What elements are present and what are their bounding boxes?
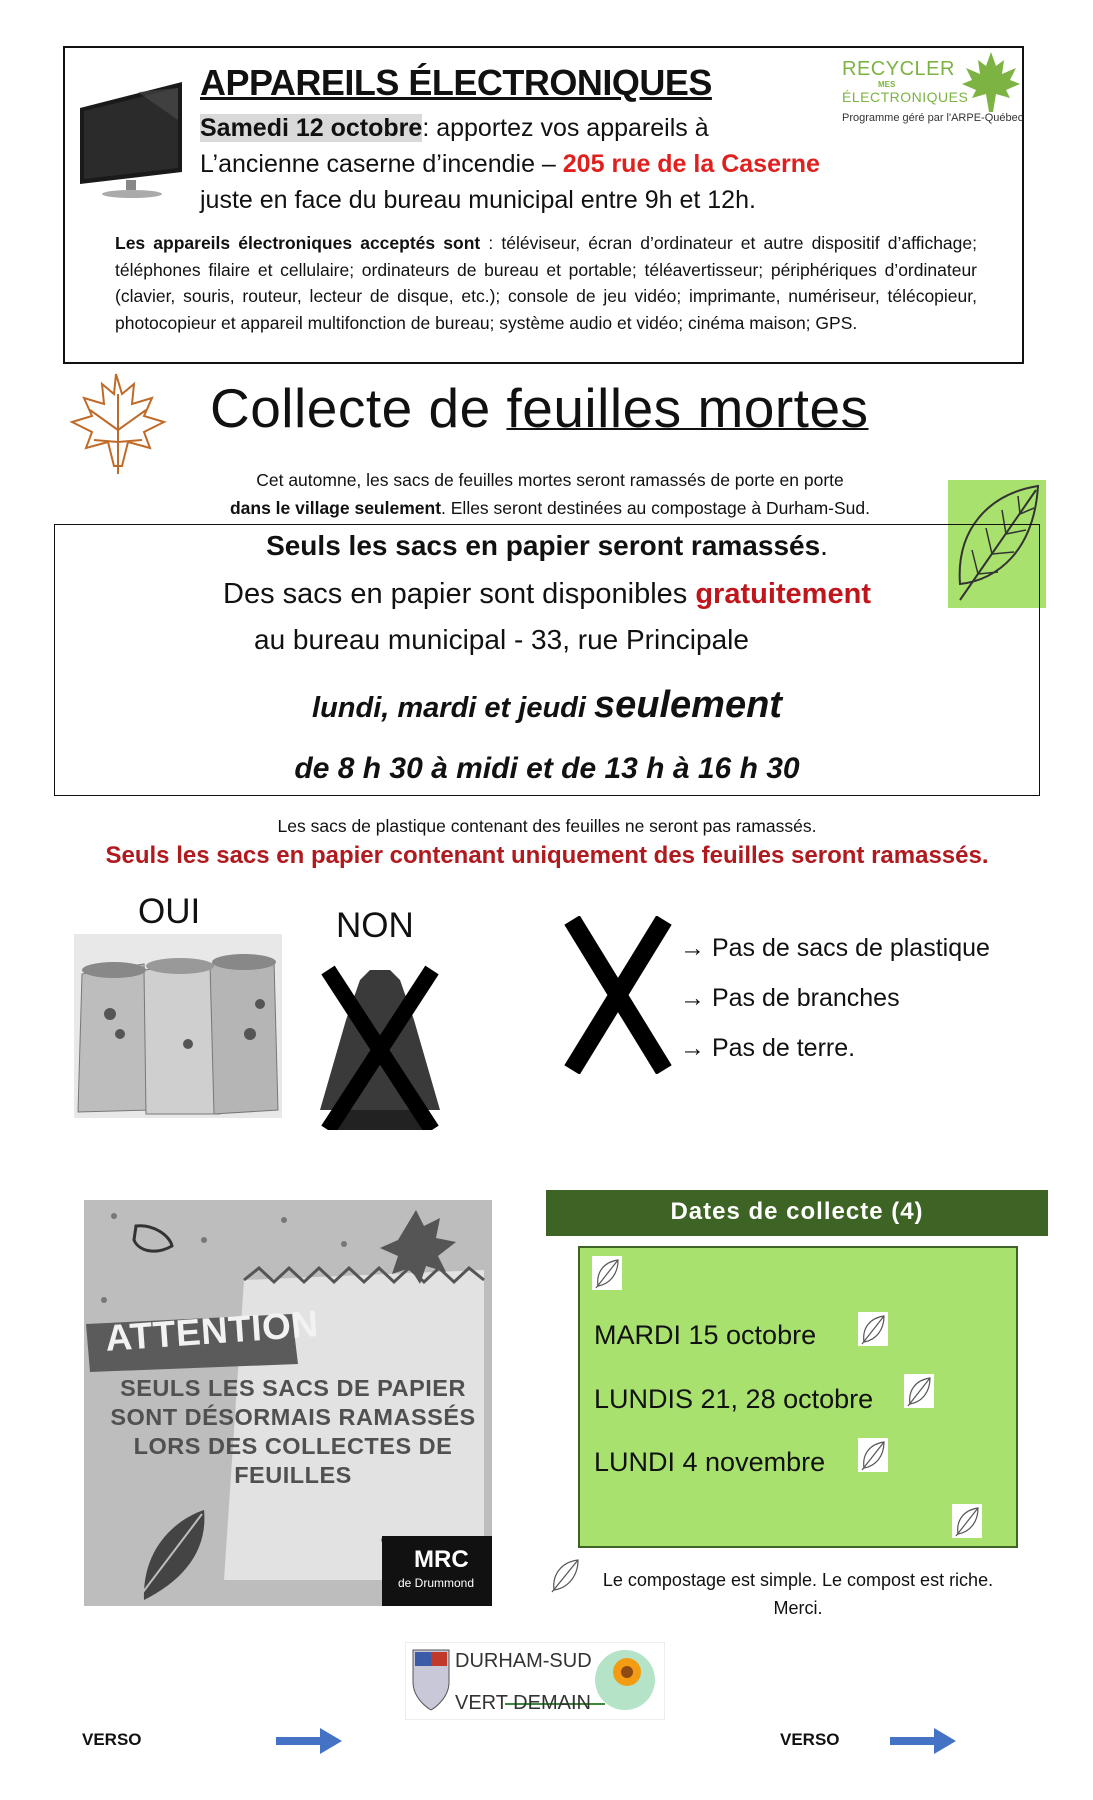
accepted-label: Les appareils électroniques acceptés sont [115,233,481,253]
cross-mark-icon [564,916,672,1074]
paper-only-dot: . [820,530,828,561]
exclusion-item: → Pas de terre. [680,1034,856,1062]
arrow-right-icon [276,1726,342,1756]
attention-message: SEULS LES SACS DE PAPIER SONT DÉSORMAIS RAMASSÉS LORS DES COLLECTES DE FEUILLES [110,1375,476,1488]
electronics-location-line [200,150,820,179]
recycler-logo-line3: ÉLECTRONIQUES [842,89,969,105]
durham-sud-tagline: VERT DEMAIN [455,1692,591,1714]
leaves-intro-line2: . Elles seront destinées au compostage à Durham-Sud. [441,498,871,518]
paper-only-warning: Seuls les sacs en papier contenant uniquement des feuilles seront ramassés. [105,842,989,869]
leaves-intro-bold: dans le village seulement [229,498,442,518]
compost-thanks: Merci. [773,1598,823,1618]
attention-word: ATTENTION [104,1303,320,1359]
arrow-right-icon [890,1726,956,1756]
television-icon [78,80,186,202]
leaves-intro [160,466,940,522]
electronics-address: 205 rue de la Caserne [562,150,820,178]
plastic-bag-image [310,960,450,1130]
electronics-location: L’ancienne caserne d’incendie – [200,150,563,178]
office-hours: de 8 h 30 à midi et de 13 h à 16 h 30 [294,752,800,785]
electronics-date: Samedi 12 octobre [200,114,423,142]
maple-leaf-icon [958,48,1024,116]
leaf-icon [858,1438,888,1472]
plastic-note: Les sacs de plastique contenant des feuilles ne seront pas ramassés. [277,816,817,836]
office-address: au bureau municipal - 33, rue Principale [254,624,749,655]
mrc-logo-subtext: de Drummond [398,1576,475,1590]
leaf-icon [904,1374,934,1408]
paper-only-heading [54,530,1040,562]
verso-label-left: VERSO [82,1730,142,1749]
paper-only-bold: Seuls les sacs en papier seront ramassés [266,530,821,561]
electronics-title: APPAREILS ÉLECTRONIQUES [200,62,712,103]
office-days-list: lundi, mardi et jeudi [312,692,594,724]
dates-title: Dates de collecte (4) [670,1198,924,1225]
paper-bags-image [74,934,282,1118]
autumn-leaf-icon [64,370,172,478]
exclusion-item: → Pas de branches [680,984,900,1012]
office-days-only: seulement [594,684,782,726]
paper-availability-start: Des sacs en papier sont disponibles [223,578,696,610]
leaf-icon [592,1256,622,1290]
recycler-logo-line1: RECYCLER [842,58,955,80]
collection-date: LUNDIS 21, 28 octobre [594,1384,874,1414]
paper-availability [54,578,1040,611]
mrc-logo-text: MRC [414,1546,469,1573]
leaf-icon [952,1504,982,1538]
paper-free: gratuitement [695,578,871,610]
leaves-intro-line1: Cet automne, les sacs de feuilles mortes seront ramassés de porte en porte [256,470,844,490]
no-label: NON [336,906,414,945]
exclusion-item: → Pas de sacs de plastique [680,934,990,962]
leaves-title-underlined: feuilles mortes [506,377,869,439]
leaves-title-plain: Collecte de [210,377,507,439]
electronics-time-line: juste en face du bureau municipal entre 9h et 12h. [200,186,756,214]
electronics-date-line [200,114,709,143]
accepted-items: : téléviseur, écran d’ordinateur et autre dispositif d’affichage; téléphones filaire et cellulaire; ordinateurs de bureau et portable; téléavertisseur; périphériques d’ordinateur (clavier, souris, routeur, lecteur de disque, etc.); console de jeu vidéo; imprimante, numériseur, télécopieur, photocopieur et appareil multifonction de bureau; système audio et vidéo; cinéma maison; GPS. [115,233,977,333]
leaves-title [210,376,869,440]
office-days [54,684,1040,727]
yes-label: OUI [138,892,201,931]
electronics-accepted-list [115,230,977,336]
electronics-date-rest: : apportez vos appareils à [422,114,709,142]
leaf-icon [858,1312,888,1346]
collection-date: MARDI 15 octobre [594,1320,817,1350]
verso-label-right: VERSO [780,1730,840,1749]
durham-sud-name: DURHAM-SUD [455,1650,592,1672]
recycler-logo-caption: Programme géré par l'ARPE-Québec [842,112,1024,124]
recycler-logo-line2: MES [878,80,896,89]
compost-slogan: Le compostage est simple. Le compost est riche. [602,1570,994,1590]
collection-date: LUNDI 4 novembre [594,1447,826,1477]
